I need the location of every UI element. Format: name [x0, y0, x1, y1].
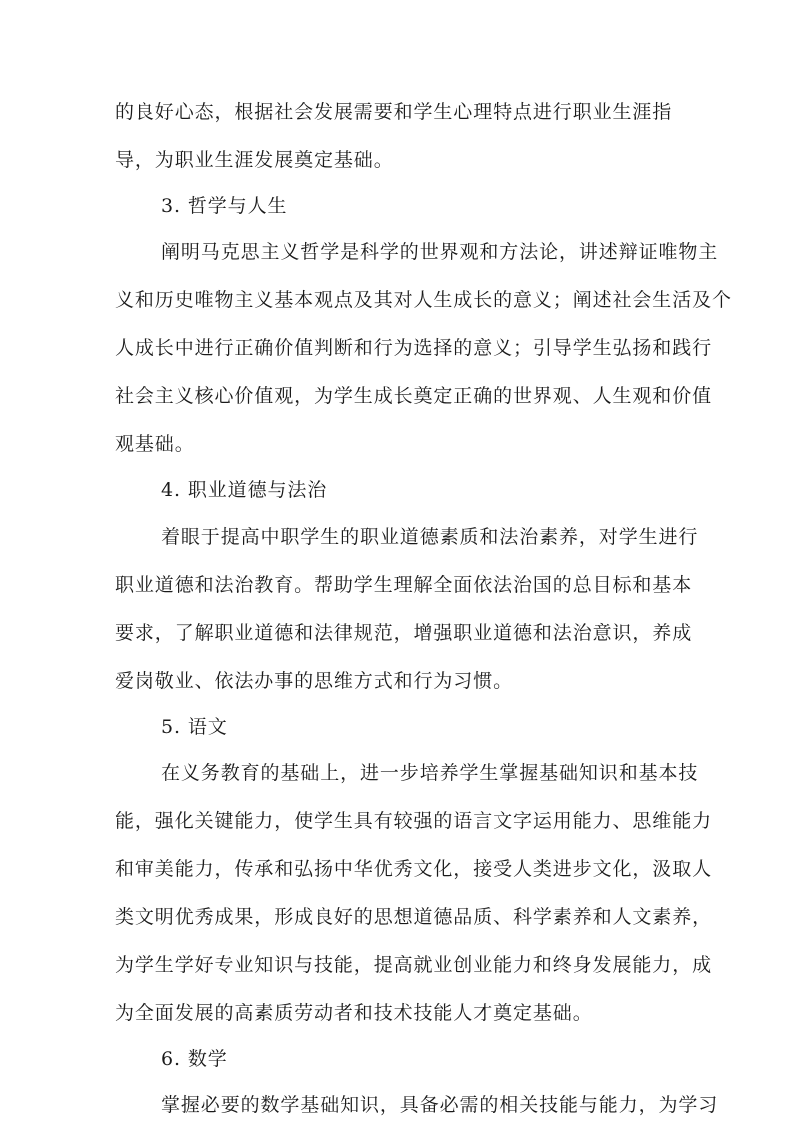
- paragraph-line: 和审美能力，传承和弘扬中华优秀文化，接受人类进步文化，汲取人: [115, 858, 713, 880]
- paragraph-line: 观基础。: [115, 433, 195, 455]
- paragraph-line: 为全面发展的高素质劳动者和技术技能人才奠定基础。: [115, 1002, 593, 1024]
- paragraph-line: 导，为职业生涯发展奠定基础。: [115, 149, 394, 171]
- paragraph-line: 能，强化关键能力，使学生具有较强的语言文字运用能力、思维能力: [115, 810, 713, 832]
- paragraph-line: 社会主义核心价值观，为学生成长奠定正确的世界观、人生观和价值: [115, 385, 713, 407]
- paragraph-line: 的良好心态，根据社会发展需要和学生心理特点进行职业生涯指: [115, 101, 673, 123]
- paragraph-line: 掌握必要的数学基础知识，具备必需的相关技能与能力，为学习: [161, 1094, 719, 1116]
- paragraph-line: 类文明优秀成果，形成良好的思想道德品质、科学素养和人文素养，: [115, 906, 713, 928]
- section-heading: 6. 数学: [161, 1048, 228, 1070]
- paragraph-line: 阐明马克思主义哲学是科学的世界观和方法论，讲述辩证唯物主: [161, 241, 719, 263]
- paragraph-line: 为学生学好专业知识与技能，提高就业创业能力和终身发展能力，成: [115, 954, 713, 976]
- paragraph-line: 在义务教育的基础上，进一步培养学生掌握基础知识和基本技: [161, 762, 699, 784]
- section-heading: 4. 职业道德与法治: [161, 479, 328, 501]
- paragraph-line: 义和历史唯物主义基本观点及其对人生成长的意义；阐述社会生活及个: [115, 289, 732, 311]
- paragraph-line: 职业道德和法治教育。帮助学生理解全面依法治国的总目标和基本: [115, 574, 693, 596]
- section-heading: 3. 哲学与人生: [161, 195, 288, 217]
- section-heading: 5. 语文: [161, 716, 228, 738]
- paragraph-line: 人成长中进行正确价值判断和行为选择的意义；引导学生弘扬和践行: [115, 337, 713, 359]
- paragraph-line: 要求，了解职业道德和法律规范，增强职业道德和法治意识，养成: [115, 622, 693, 644]
- paragraph-line: 着眼于提高中职学生的职业道德素质和法治素养，对学生进行: [161, 526, 699, 548]
- paragraph-line: 爱岗敬业、依法办事的思维方式和行为习惯。: [115, 670, 514, 692]
